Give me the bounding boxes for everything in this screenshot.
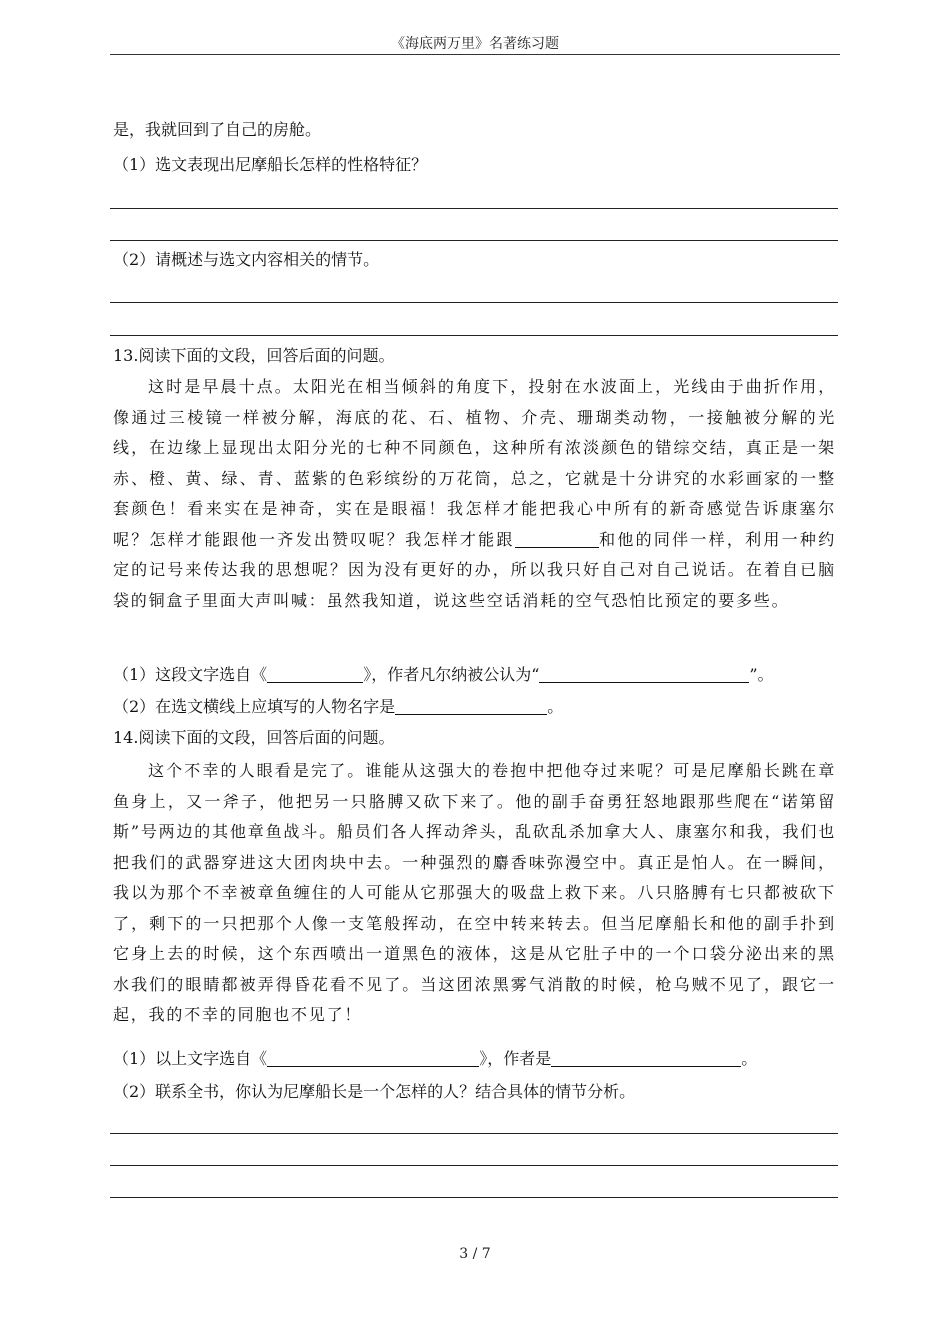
answer-line[interactable] [110, 1197, 838, 1198]
q13-book-title-blank[interactable] [267, 666, 363, 683]
q14-sub1-text-a: （1）以上文字选自《 [113, 1049, 268, 1068]
q13-passage-part2: 和他的同伴一样，利用一种约定的记号来传达我的思想呢？因为没有更好的办，所以我只好自己对自己说话。在着自已脑袋的铜盒子里面大声叫喊：虽然我知道，说这些空话消耗的空气恐怕比预定的要多些。 [113, 529, 836, 610]
q13-sub2 [113, 697, 563, 717]
answer-line[interactable] [110, 335, 838, 336]
q13-sub1-text-a: （1）这段文字选自《 [113, 665, 268, 684]
q14-sub1-text-c: 。 [741, 1049, 758, 1068]
answer-line[interactable] [110, 208, 838, 209]
header-divider [110, 54, 840, 55]
q12-sub1: （1）选文表现出尼摩船长怎样的性格特征？ [113, 155, 428, 174]
page-header-title: 《海底两万里》名著练习题 [391, 36, 559, 52]
q14-sub1-text-b: 》，作者是 [479, 1049, 552, 1068]
page-number: 3 / 7 [459, 1246, 491, 1262]
q13-sub2-text-a: （2）在选文横线上应填写的人物名字是 [113, 697, 396, 716]
answer-line[interactable] [110, 240, 838, 241]
q14-passage: 这个不幸的人眼看是完了。谁能从这强大的卷抱中把他夺过来呢？可是尼摩船长跳在章鱼身上，又一斧子，他把另一只胳膊又砍下来了。他的副手奋勇狂怒地跟那些爬在“诺第留斯”号两边的其他章鱼战斗。船员们各人挥动斧头，乱砍乱杀加拿大人、康塞尔和我，我们也把我们的武器穿进这大团肉块中去。一种强烈的麝香味弥漫空中。真正是怕人。在一瞬间，我以为那个不幸被章鱼缠住的人可能从它那强大的吸盘上救下来。八只胳膊有七只都被砍下了，剩下的一只把那个人像一支笔般挥动，在空中转来转去。但当尼摩船长和他的副手扑到它身上去的时候，这个东西喷出一道黑色的液体，这是从它肚子中的一个口袋分泌出来的黑水我们的眼睛都被弄得昏花看不见了。当这团浓黑雾气消散的时候，枪乌贼不见了，跟它一起，我的不幸的同胞也不见了！ [113, 761, 836, 1024]
q13-sub2-text-b: 。 [547, 697, 564, 716]
q12-continuation: 是，我就回到了自己的房舱。 [113, 120, 322, 139]
q14-title: 14.阅读下面的文段，回答后面的问题。 [113, 728, 395, 747]
answer-line[interactable] [110, 1165, 838, 1166]
q13-passage [113, 372, 836, 616]
q14-book-title-blank[interactable] [267, 1050, 479, 1067]
q13-author-title-blank[interactable] [539, 666, 749, 683]
answer-line[interactable] [110, 1133, 838, 1134]
q14-author-blank[interactable] [551, 1050, 741, 1067]
q14-sub2: （2）联系全书，你认为尼摩船长是一个怎样的人？结合具体的情节分析。 [113, 1082, 636, 1101]
q13-character-blank[interactable] [395, 698, 547, 715]
q13-sub1 [113, 665, 774, 685]
q13-name-blank[interactable] [515, 531, 599, 548]
answer-line[interactable] [110, 302, 838, 303]
q13-title: 13.阅读下面的文段，回答后面的问题。 [113, 346, 395, 365]
q12-sub2: （2）请概述与选文内容相关的情节。 [113, 250, 380, 269]
q13-sub1-text-c: ”。 [749, 665, 774, 684]
q14-sub1 [113, 1049, 757, 1069]
q13-sub1-text-b: 》，作者凡尔纳被公认为“ [363, 665, 540, 684]
q13-passage-part1: 这时是早晨十点。太阳光在相当倾斜的角度下，投射在水波面上，光线由于曲折作用，像通过三棱镜一样被分解，海底的花、石、植物、介壳、珊瑚类动物，一接触被分解的光线，在边缘上显现出太阳分光的七种不同颜色，这种所有浓淡颜色的错综交结，真正是一架赤、橙、黄、绿、青、蓝紫的色彩缤纷的万花筒，总之，它就是十分讲究的水彩画家的一整套颜色！看来实在是神奇，实在是眼福！我怎样才能把我心中所有的新奇感觉告诉康塞尔呢？怎样才能跟他一齐发出赞叹呢？我怎样才能跟 [113, 377, 836, 549]
